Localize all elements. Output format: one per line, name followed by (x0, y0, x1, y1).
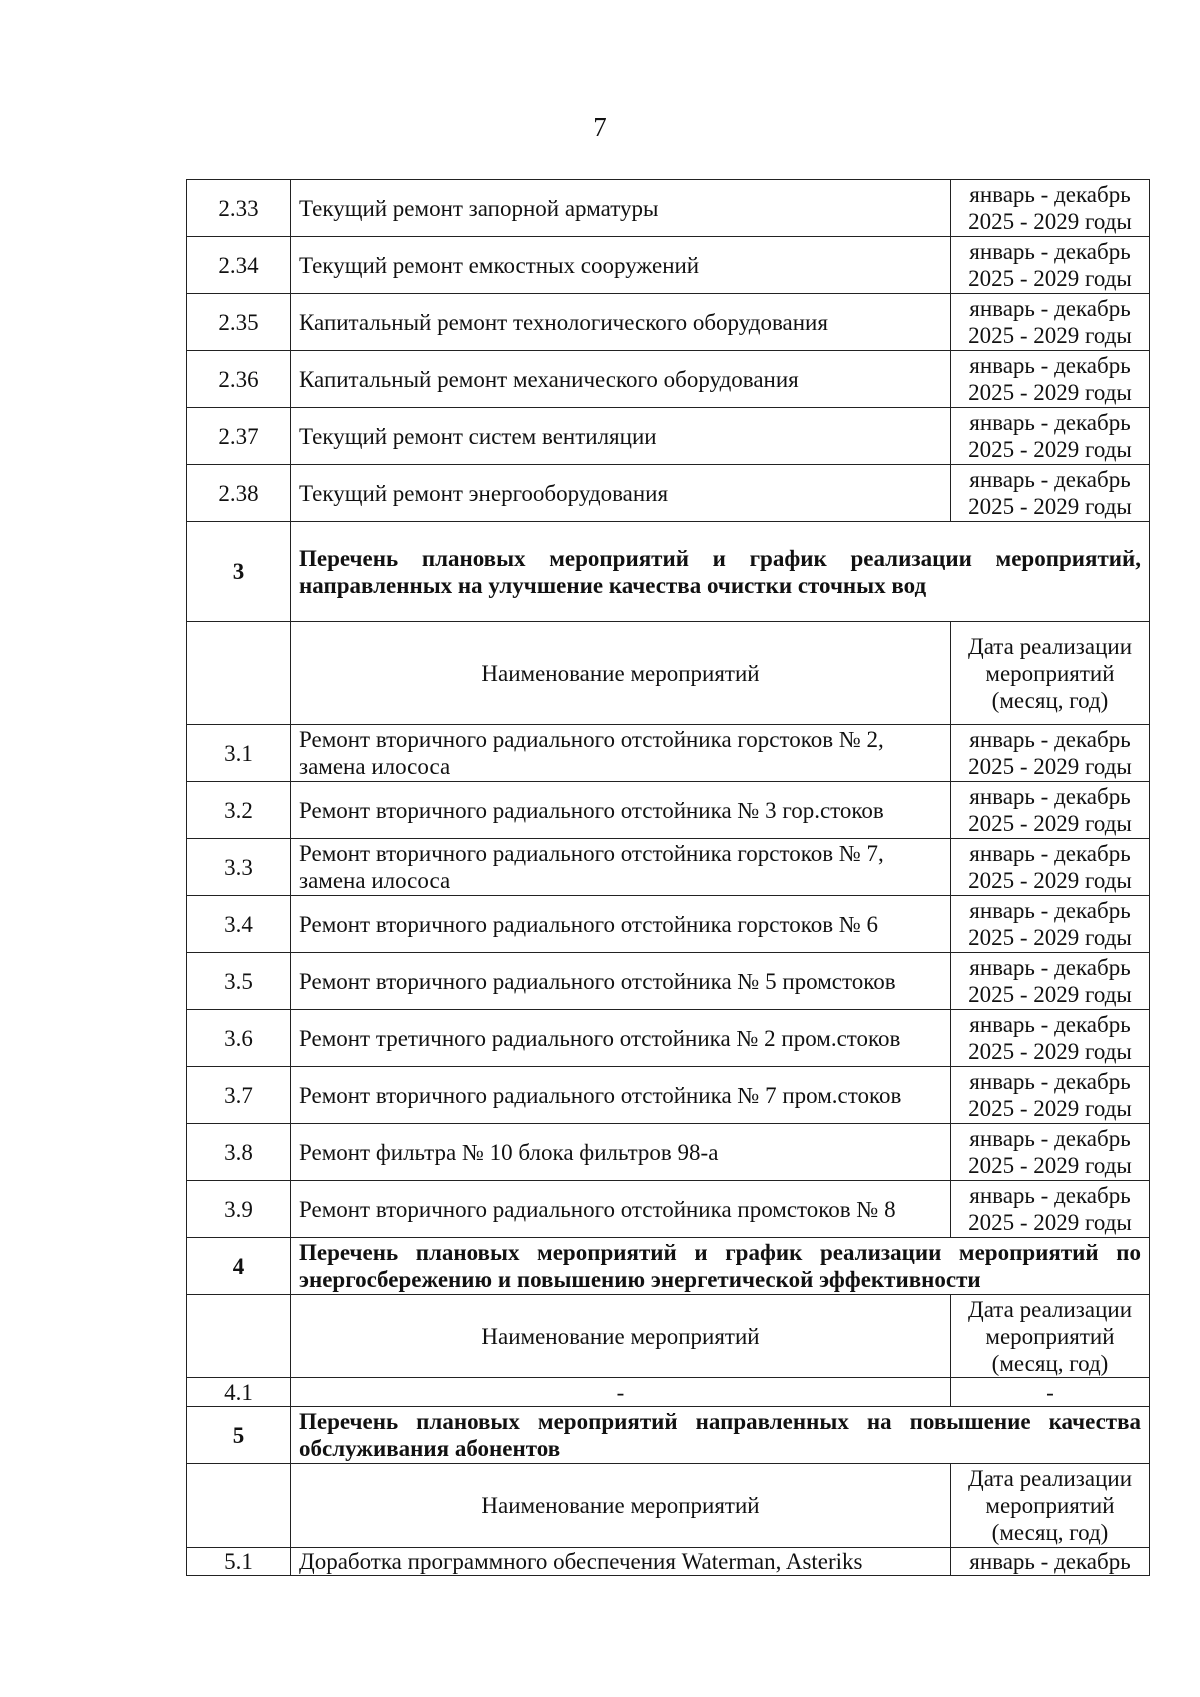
row-date: - (951, 1378, 1150, 1407)
row-number: 2.36 (187, 351, 291, 408)
row-number: 3.8 (187, 1124, 291, 1181)
row-date: январь - декабрь 2025 - 2029 годы (951, 725, 1150, 782)
row-number: 3.7 (187, 1067, 291, 1124)
row-date: январь - декабрь 2025 - 2029 годы (951, 351, 1150, 408)
row-number: 2.34 (187, 237, 291, 294)
row-name: Капитальный ремонт технологического оборудования (291, 294, 951, 351)
row-number: 2.33 (187, 180, 291, 237)
section-header-row (187, 1407, 1150, 1464)
page-number: 7 (593, 112, 607, 142)
row-name: Ремонт третичного радиального отстойника № 2 пром.стоков (291, 1010, 951, 1067)
column-header-row (187, 1464, 1150, 1548)
row-name: Ремонт вторичного радиального отстойника горстоков № 2, замена илососа (291, 725, 951, 782)
row-number: 5.1 (187, 1548, 291, 1576)
empty-cell (187, 1295, 291, 1378)
row-name: Ремонт вторичного радиального отстойника промстоков № 8 (291, 1181, 951, 1238)
row-number: 3.4 (187, 896, 291, 953)
section-title: Перечень плановых мероприятий направленных на повышение качества обслуживания абонентов (291, 1407, 1150, 1464)
table-row (187, 465, 1150, 522)
row-number: 3.3 (187, 839, 291, 896)
row-date: январь - декабрь 2025 - 2029 годы (951, 839, 1150, 896)
row-date: январь - декабрь (951, 1548, 1150, 1576)
row-date: январь - декабрь 2025 - 2029 годы (951, 465, 1150, 522)
row-date: январь - декабрь 2025 - 2029 годы (951, 953, 1150, 1010)
table-row (187, 725, 1150, 782)
table-row (187, 1181, 1150, 1238)
section-number: 3 (187, 522, 291, 622)
table-row (187, 237, 1150, 294)
column-header-name: Наименование мероприятий (291, 1295, 951, 1378)
section-header-row (187, 1238, 1150, 1295)
column-header-date: Дата реализации мероприятий (месяц, год) (951, 622, 1150, 725)
row-name: Текущий ремонт емкостных сооружений (291, 237, 951, 294)
row-date: январь - декабрь 2025 - 2029 годы (951, 1124, 1150, 1181)
row-number: 2.37 (187, 408, 291, 465)
column-header-name: Наименование мероприятий (291, 1464, 951, 1548)
row-date: январь - декабрь 2025 - 2029 годы (951, 408, 1150, 465)
row-name: Доработка программного обеспечения Waterman, Asteriks (291, 1548, 951, 1576)
table-row (187, 294, 1150, 351)
column-header-date: Дата реализации мероприятий (месяц, год) (951, 1295, 1150, 1378)
row-number: 3.2 (187, 782, 291, 839)
row-number: 3.6 (187, 1010, 291, 1067)
row-date: январь - декабрь 2025 - 2029 годы (951, 294, 1150, 351)
row-date: январь - декабрь 2025 - 2029 годы (951, 896, 1150, 953)
row-number: 3.5 (187, 953, 291, 1010)
table-row (187, 408, 1150, 465)
column-header-row (187, 622, 1150, 725)
table-row (187, 782, 1150, 839)
section-header-row (187, 522, 1150, 622)
row-name: - (291, 1378, 951, 1407)
row-name: Ремонт вторичного радиального отстойника горстоков № 7, замена илососа (291, 839, 951, 896)
section-number: 5 (187, 1407, 291, 1464)
section-title: Перечень плановых мероприятий и график реализации мероприятий по энергосбережению и повышению энергетической эффективности (291, 1238, 1150, 1295)
row-number: 2.35 (187, 294, 291, 351)
section-title: Перечень плановых мероприятий и график реализации мероприятий, направленных на улучшение качества очистки сточных вод (291, 522, 1150, 622)
row-date: январь - декабрь 2025 - 2029 годы (951, 237, 1150, 294)
row-name: Ремонт фильтра № 10 блока фильтров 98-а (291, 1124, 951, 1181)
row-date: январь - декабрь 2025 - 2029 годы (951, 180, 1150, 237)
row-name: Ремонт вторичного радиального отстойника № 3 гор.стоков (291, 782, 951, 839)
row-date: январь - декабрь 2025 - 2029 годы (951, 1010, 1150, 1067)
column-header-name: Наименование мероприятий (291, 622, 951, 725)
table-row (187, 1067, 1150, 1124)
row-name: Ремонт вторичного радиального отстойника № 7 пром.стоков (291, 1067, 951, 1124)
table-row (187, 1378, 1150, 1407)
table-row (187, 1124, 1150, 1181)
row-name: Капитальный ремонт механического оборудования (291, 351, 951, 408)
row-name: Ремонт вторичного радиального отстойника № 5 промстоков (291, 953, 951, 1010)
table-row (187, 953, 1150, 1010)
row-number: 3.9 (187, 1181, 291, 1238)
row-date: январь - декабрь 2025 - 2029 годы (951, 782, 1150, 839)
empty-cell (187, 622, 291, 725)
row-date: январь - декабрь 2025 - 2029 годы (951, 1181, 1150, 1238)
table-row (187, 1548, 1150, 1576)
row-date: январь - декабрь 2025 - 2029 годы (951, 1067, 1150, 1124)
table-row (187, 839, 1150, 896)
empty-cell (187, 1464, 291, 1548)
table-row (187, 896, 1150, 953)
table-row (187, 1010, 1150, 1067)
table-row (187, 351, 1150, 408)
row-name: Ремонт вторичного радиального отстойника горстоков № 6 (291, 896, 951, 953)
table-row (187, 180, 1150, 237)
row-number: 4.1 (187, 1378, 291, 1407)
column-header-row (187, 1295, 1150, 1378)
plan-table (186, 179, 1150, 1576)
row-name: Текущий ремонт энергооборудования (291, 465, 951, 522)
column-header-date: Дата реализации мероприятий (месяц, год) (951, 1464, 1150, 1548)
row-number: 3.1 (187, 725, 291, 782)
row-number: 2.38 (187, 465, 291, 522)
row-name: Текущий ремонт систем вентиляции (291, 408, 951, 465)
section-number: 4 (187, 1238, 291, 1295)
row-name: Текущий ремонт запорной арматуры (291, 180, 951, 237)
